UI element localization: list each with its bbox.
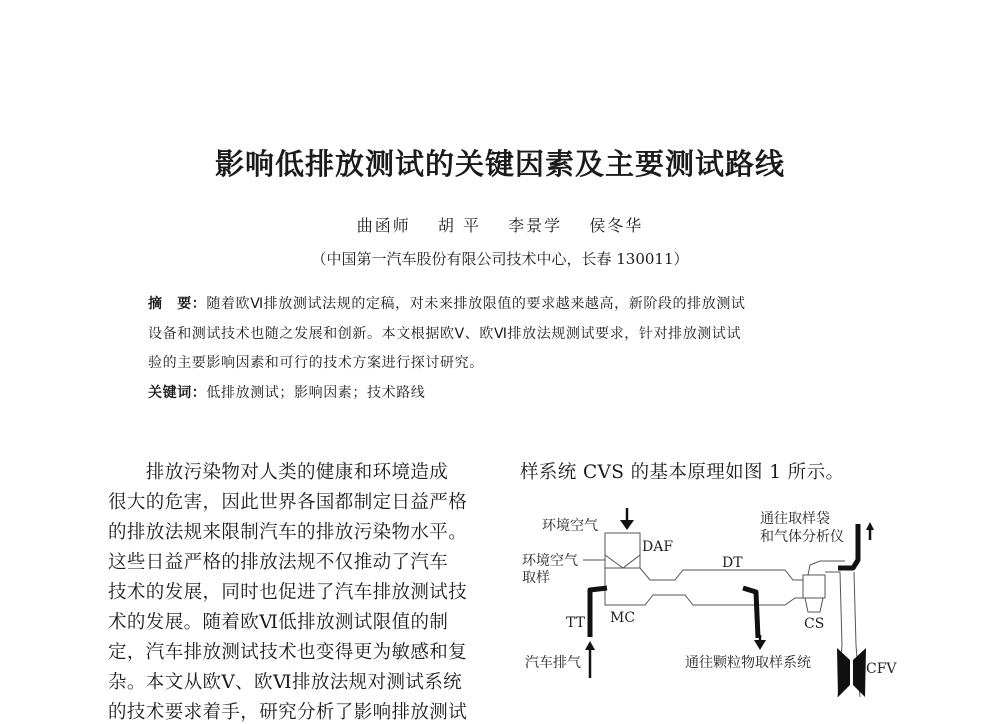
cfv-venturi-left: [837, 648, 850, 697]
author: 曲函师: [356, 216, 411, 235]
label-ambient-air: 环境空气: [542, 518, 598, 534]
pipe-right: [854, 572, 856, 645]
body-line: 技术的发展，同时也促进了汽车排放测试技: [108, 582, 468, 603]
body-line-right: 样系统 CVS 的基本原理如图 1 所示。: [520, 462, 845, 483]
cyclone-separator: [803, 575, 825, 598]
body-line: 的排放法规来限制汽车的排放污染物水平。: [108, 522, 468, 543]
body-line: 杂。本文从欧Ⅴ、欧Ⅵ排放法规对测试系统: [108, 672, 463, 693]
paper-title: 影响低排放测试的关键因素及主要测试路线: [214, 147, 785, 181]
abstract-text: 随着欧Ⅵ排放测试法规的定稿，对未来排放限值的要求越来越高，新阶段的排放测试: [206, 296, 746, 312]
keywords-label: 关键词：: [148, 385, 207, 401]
cfv-venturi-right: [853, 648, 866, 697]
label-ambient-sample: 环境空气: [522, 553, 578, 569]
abstract-line: 设备和测试技术也随之发展和创新。本文根据欧Ⅴ、欧Ⅵ排放法规测试要求，针对排放测试试: [148, 326, 742, 342]
body-line: 很大的危害，因此世界各国都制定日益严格: [108, 492, 468, 513]
down-arrow-icon: [754, 640, 766, 650]
particulate-probe: [743, 588, 758, 638]
abstract-line: 验的主要影响因素和可行的技术方案进行探讨研究。: [148, 355, 484, 371]
body-line: 的技术要求着手，研究分析了影响排放测试: [108, 702, 468, 723]
label-tt: TT: [566, 615, 585, 631]
pipe-left: [825, 572, 842, 645]
tt-pipe: [590, 588, 607, 637]
label-cs: CS: [804, 616, 825, 632]
author: 胡 平: [437, 216, 481, 235]
daf-filter: [605, 555, 640, 568]
label-daf: DAF: [642, 539, 674, 555]
author: 侯冬华: [589, 216, 644, 235]
label-to-bags: 和气体分析仪: [760, 529, 844, 545]
body-line: 排放污染物对人类的健康和环境造成: [108, 462, 449, 483]
label-cfv: CFV: [866, 661, 897, 677]
abstract-label: 摘 要：: [148, 296, 207, 312]
label-exhaust: 汽车排气: [525, 655, 581, 671]
label-ambient-sample: 取样: [522, 570, 550, 586]
label-to-particulate: 通往颗粒物取样系统: [685, 655, 811, 671]
body-line: 术的发展。随着欧Ⅵ低排放测试限值的制: [108, 612, 449, 633]
cyclone-cone: [805, 598, 823, 612]
keywords-text: 低排放测试；影响因素；技术路线: [206, 385, 426, 401]
body-line: 定，汽车排放测试技术也变得更为敏感和复: [108, 642, 468, 663]
label-to-bags: 通往取样袋: [760, 511, 830, 527]
affiliation: （中国第一汽车股份有限公司技术中心，长春 130011）: [311, 250, 689, 268]
body-line: 这些日益严格的排放法规不仅推动了汽车: [108, 552, 449, 573]
tunnel-bottom: [605, 568, 803, 605]
label-mc: MC: [610, 610, 636, 626]
label-dt: DT: [722, 555, 743, 571]
author: 李景学: [508, 216, 563, 235]
daf-box: [605, 533, 640, 568]
